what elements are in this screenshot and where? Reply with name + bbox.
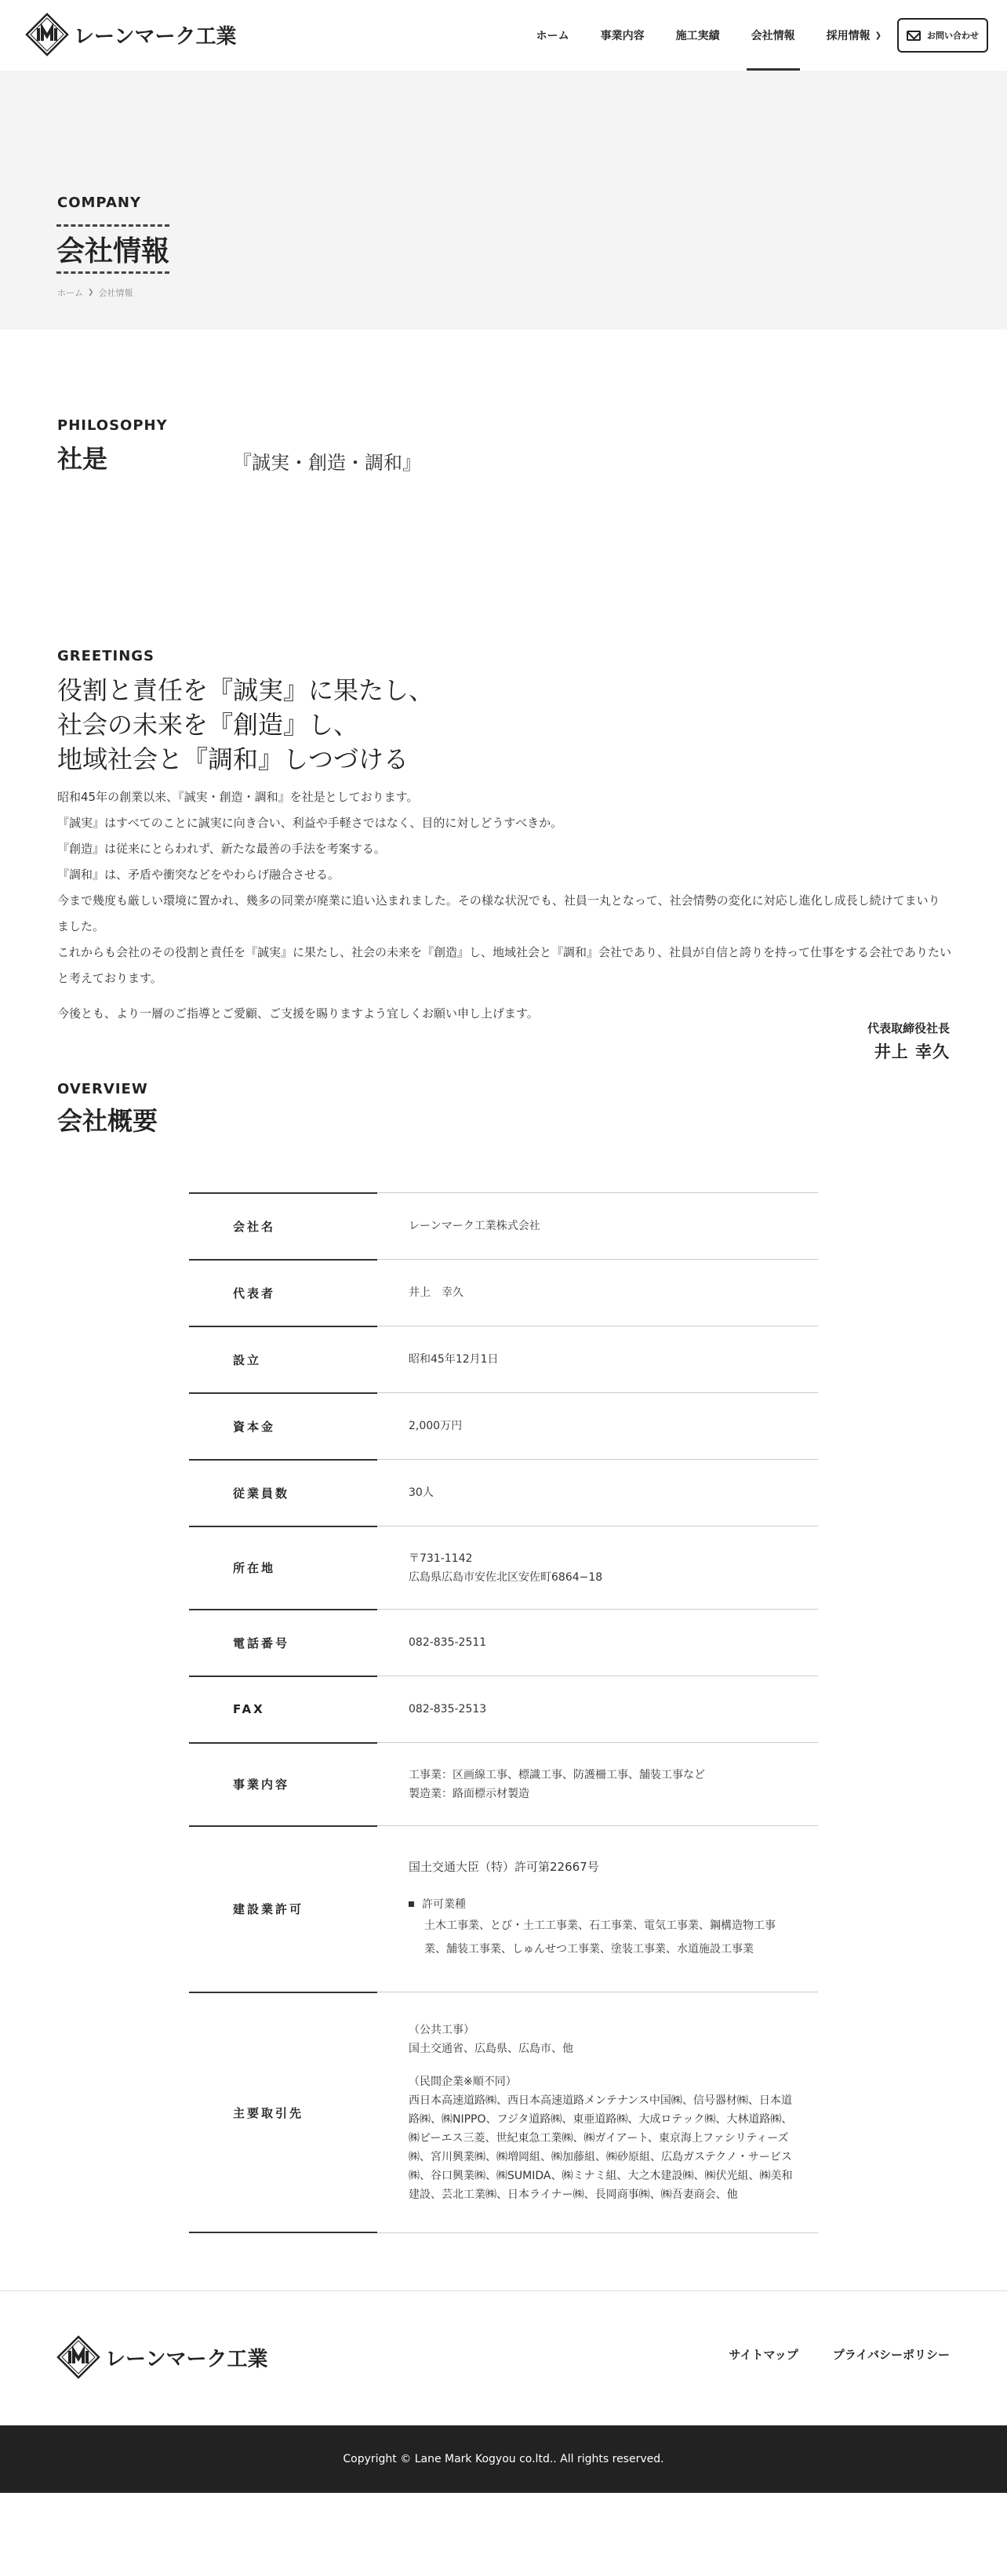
table-row xyxy=(189,1825,818,1992)
greetings-paragraph: 『誠実』はすべてのことに誠実に向き合い、利益や手軽さではなく、目的に対しどうすべきか。 xyxy=(57,816,563,830)
row-label: FAX xyxy=(233,1702,265,1716)
chevron-right-icon: ❯ xyxy=(88,289,94,297)
greetings-section xyxy=(0,565,1007,1067)
philosophy-section xyxy=(0,329,1007,565)
row-label: 電話番号 xyxy=(233,1635,290,1650)
phone-value[interactable]: 082-835-2511 xyxy=(409,1636,487,1649)
site-logo[interactable] xyxy=(25,13,236,56)
nav-recruit[interactable] xyxy=(827,0,882,71)
permit-kind xyxy=(409,1895,796,1914)
table-row xyxy=(189,1992,818,2233)
business-manufacturing-value: 製造業：路面標示材製造 xyxy=(409,1787,529,1800)
table-row xyxy=(189,1326,818,1392)
row-value xyxy=(377,1992,818,2232)
copyright-bar xyxy=(0,2425,1007,2493)
table-row xyxy=(189,1192,818,1259)
hero-en-label: COMPANY xyxy=(57,195,141,211)
private-clients-list: 西日本高速道路㈱、西日本高速道路メンテナンス中国㈱、信号器材㈱、日本道路㈱、㈱NIPPO、フジタ道路㈱、東亜道路㈱、大成ロテック㈱、大林道路㈱、㈱ピーエス三菱、世紀東急工業㈱、㈱ガイアート、東京海上ファシリティーズ㈱、宮川興業㈱、㈱増岡組、㈱加藤組、㈱砂原組、広島ガステクノ・サービス㈱、谷口興業㈱、㈱SUMIDA、㈱ミナミ組、大之木建設㈱、㈱伏光組、㈱美和建設、芸北工業㈱、日本ライナー㈱、長岡商事㈱、㈱吾妻商会、他 xyxy=(409,2094,793,2201)
table-row xyxy=(189,1259,818,1326)
footer-links xyxy=(729,2346,950,2363)
permit-number: 国土交通大臣（特）許可第22667号 xyxy=(409,1859,599,1874)
greetings-heading-line: 地域社会と『調和』しつづける xyxy=(57,744,409,774)
row-value xyxy=(377,1743,818,1825)
row-value xyxy=(377,1460,818,1526)
greetings-paragraph: 『創造』は従来にとらわれず、新たな最善の手法を考案する。 xyxy=(57,842,386,856)
business-construction-value: 工事業：区画線工事、標識工事、防護柵工事、舗装工事など xyxy=(409,1768,705,1781)
public-clients-list: 国土交通省、広島県、広島市、他 xyxy=(409,2043,573,2055)
row-label: 資本金 xyxy=(233,1419,276,1434)
row-label: 建設業許可 xyxy=(233,1902,304,1916)
row-value xyxy=(377,1610,818,1675)
private-clients-heading: （民間企業※順不同） xyxy=(409,2076,517,2088)
company-name-value: レーンマーク工業株式会社 xyxy=(409,1220,540,1232)
greetings-heading-line: 社会の未来を『創造』し、 xyxy=(57,710,359,740)
greetings-paragraph: これからも会社のその役割と責任を『誠実』に果たし、社会の未来を『創造』し、地域社会と『調和』会社であり、社員が自信と誇りを持って仕事をする会社でありたいと考えております。 xyxy=(57,945,952,985)
row-label: 設立 xyxy=(233,1352,262,1367)
site-footer xyxy=(0,2290,1007,2425)
logo-mark-icon xyxy=(56,2335,100,2379)
nav-home[interactable]: ホーム xyxy=(536,30,569,42)
site-header xyxy=(0,0,1007,71)
row-value xyxy=(377,1326,818,1392)
company-overview-table xyxy=(189,1192,818,2233)
postal-code-value: 〒731-1142 xyxy=(409,1552,473,1565)
permit-kind-label: 許可業種 xyxy=(422,1897,466,1911)
bullet-icon xyxy=(409,1901,414,1907)
signer-title: 代表取締役社長 xyxy=(867,1021,950,1035)
page-title: 会社情報 xyxy=(56,224,169,274)
address-value: 広島県広島市安佐北区安佐町6864−18 xyxy=(409,1570,603,1584)
footer-logo-text: レーンマーク工業 xyxy=(105,2347,268,2371)
privacy-policy-link[interactable]: プライバシーポリシー xyxy=(832,2348,950,2362)
permit-list: 土木工事業、とび・土工工事業、石工事業、電気工事業、鋼構造物工事業、舗装工事業、しゅんせつ工事業、塗装工事業、水道施設工事業 xyxy=(424,1919,776,1956)
nav-business[interactable]: 事業内容 xyxy=(600,30,645,42)
breadcrumb-home[interactable]: ホーム xyxy=(57,288,83,298)
row-label: 従業員数 xyxy=(233,1486,290,1501)
greetings-heading-line: 役割と責任を『誠実』に果たし、 xyxy=(57,675,434,705)
representative-value: 井上 幸久 xyxy=(409,1286,464,1299)
public-clients xyxy=(409,2021,796,2058)
table-row xyxy=(189,1742,818,1825)
nav-recruit-label: 採用情報 xyxy=(826,30,871,42)
nav-company[interactable]: 会社情報 xyxy=(751,0,795,71)
row-value xyxy=(377,1526,818,1609)
row-value xyxy=(377,1260,818,1326)
mail-icon xyxy=(907,31,921,41)
overview-en-label: OVERVIEW xyxy=(57,1081,148,1097)
private-clients xyxy=(409,2072,796,2204)
table-row xyxy=(189,1675,818,1742)
row-label: 主要取引先 xyxy=(233,2105,304,2120)
public-clients-heading: （公共工事） xyxy=(409,2024,474,2036)
fax-value: 082-835-2513 xyxy=(409,1703,487,1716)
main-nav xyxy=(505,0,988,71)
established-value: 昭和45年12月1日 xyxy=(409,1353,499,1366)
copyright-text: Copyright © Lane Mark Kogyou co.ltd.. All rights reserved. xyxy=(343,2453,664,2465)
greetings-paragraph: 昭和45年の創業以来、『誠実・創造・調和』を社是としております。 xyxy=(57,790,419,804)
greetings-heading xyxy=(57,673,434,777)
page-hero xyxy=(0,71,1007,329)
table-row xyxy=(189,1459,818,1526)
greetings-body xyxy=(57,784,951,1027)
overview-title: 会社概要 xyxy=(57,1106,158,1136)
greetings-en-label: GREETINGS xyxy=(57,648,155,664)
breadcrumb xyxy=(57,286,133,299)
philosophy-title: 社是 xyxy=(57,444,108,474)
greetings-paragraph: 『調和』は、矛盾や衝突などをやわらげ融合させる。 xyxy=(57,868,340,882)
signer-name: 井上 幸久 xyxy=(874,1042,950,1061)
row-label: 会社名 xyxy=(233,1219,276,1234)
contact-button-label: お問い合わせ xyxy=(927,31,979,41)
greetings-closing: 今後とも、より一層のご指導とご愛顧、ご支援を賜りますよう宜しくお願い申し上げます。 xyxy=(57,1006,539,1021)
greetings-paragraph: 今まで幾度も厳しい環境に置かれ、幾多の同業が廃業に追い込まれました。その様な状況でも、社員一丸となって、社会情勢の変化に対応し進化し成長し続けてまいりました。 xyxy=(57,893,940,933)
contact-button[interactable] xyxy=(897,18,988,53)
nav-works[interactable]: 施工実績 xyxy=(675,30,720,42)
breadcrumb-current: 会社情報 xyxy=(98,288,133,298)
philosophy-motto: 『誠実・創造・調和』 xyxy=(233,452,421,474)
row-label: 所在地 xyxy=(233,1561,276,1575)
row-label: 代表者 xyxy=(233,1286,276,1301)
employees-value: 30人 xyxy=(409,1486,434,1499)
table-row xyxy=(189,1609,818,1675)
row-label: 事業内容 xyxy=(233,1777,290,1792)
sitemap-link[interactable]: サイトマップ xyxy=(729,2348,798,2362)
logo-mark-icon xyxy=(25,13,69,56)
row-value xyxy=(377,1826,818,1992)
table-row xyxy=(189,1392,818,1459)
row-value xyxy=(377,1193,818,1259)
row-value xyxy=(377,1393,818,1459)
capital-value: 2,000万円 xyxy=(409,1420,463,1432)
philosophy-en-label: PHILOSOPHY xyxy=(57,417,168,434)
logo-text: レーンマーク工業 xyxy=(74,24,237,49)
table-row xyxy=(189,1526,818,1609)
chevron-down-icon: ❯ xyxy=(874,31,882,40)
row-value xyxy=(377,1676,818,1742)
footer-logo[interactable] xyxy=(56,2335,267,2379)
overview-section xyxy=(0,1067,1007,2290)
